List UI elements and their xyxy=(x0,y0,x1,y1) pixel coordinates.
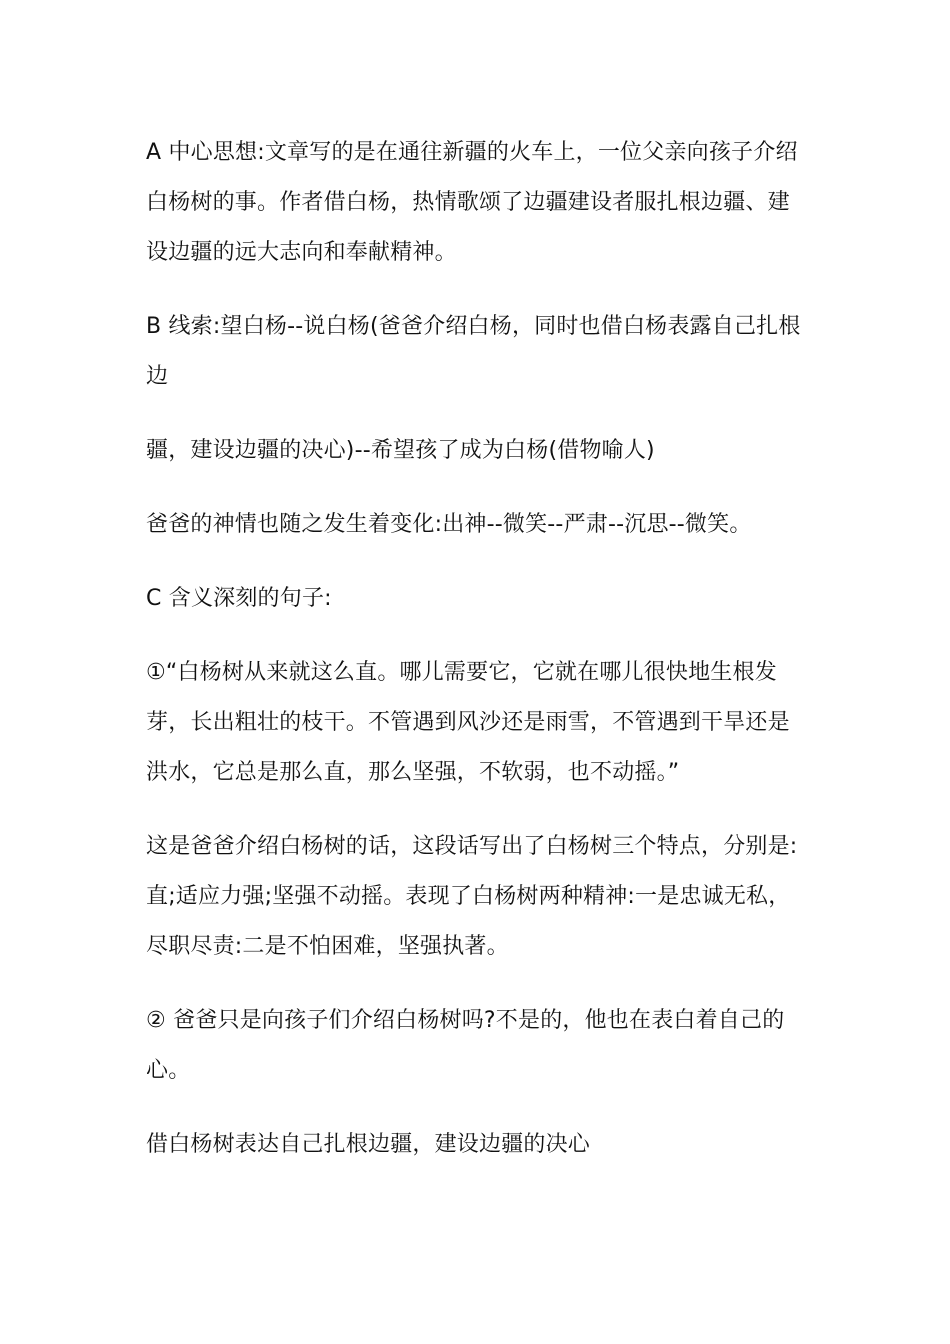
paragraph-answer-two xyxy=(146,1120,810,1170)
text-line: ①“白杨树从来就这么直。哪儿需要它，它就在哪儿很快地生根发 xyxy=(146,660,777,685)
paragraph-clue xyxy=(146,302,810,402)
text-line: 疆，建设边疆的决心)--希望孩了成为白杨(借物喻人) xyxy=(146,438,655,463)
paragraph-quote-explanation xyxy=(146,822,810,972)
paragraph-clue-continued xyxy=(146,426,810,476)
text-line: 设边疆的远大志向和奉献精神。 xyxy=(146,240,457,265)
paragraph-expression-change xyxy=(146,500,810,550)
text-line: 心。 xyxy=(146,1058,191,1083)
text-line: 边 xyxy=(146,364,169,389)
text-line: B 线索:望白杨--说白杨(爸爸介绍白杨，同时也借白杨表露自己扎根 xyxy=(146,314,801,339)
text-line: 洪水，它总是那么直，那么坚强，不软弱，也不动摇。” xyxy=(146,760,680,785)
text-line: ② 爸爸只是向孩子们介绍白杨树吗?不是的，他也在表白着自己的 xyxy=(146,1008,785,1033)
text-line: 直;适应力强;坚强不动摇。表现了白杨树两种精神:一是忠诚无私， xyxy=(146,884,791,909)
text-line: 这是爸爸介绍白杨树的话，这段话写出了白杨树三个特点，分别是: xyxy=(146,834,798,859)
paragraph-quote-one xyxy=(146,648,810,798)
text-line: 尽职尽责:二是不怕困难，坚强执著。 xyxy=(146,934,509,959)
text-line: C 含义深刻的句子: xyxy=(146,586,332,611)
paragraph-central-idea xyxy=(146,128,810,278)
text-line: A 中心思想:文章写的是在通往新疆的火车上，一位父亲向孩子介绍 xyxy=(146,140,798,165)
text-line: 爸爸的神情也随之发生着变化:出神--微笑--严肃--沉思--微笑。 xyxy=(146,512,752,537)
paragraph-question-two xyxy=(146,996,810,1096)
text-line: 芽，长出粗壮的枝干。不管遇到风沙还是雨雪，不管遇到干旱还是 xyxy=(146,710,790,735)
document-body xyxy=(146,128,810,1170)
paragraph-meaningful-sentences-heading xyxy=(146,574,810,624)
text-line: 白杨树的事。作者借白杨，热情歌颂了边疆建设者服扎根边疆、建 xyxy=(146,190,790,215)
text-line: 借白杨树表达自己扎根边疆，建设边疆的决心 xyxy=(146,1132,591,1157)
